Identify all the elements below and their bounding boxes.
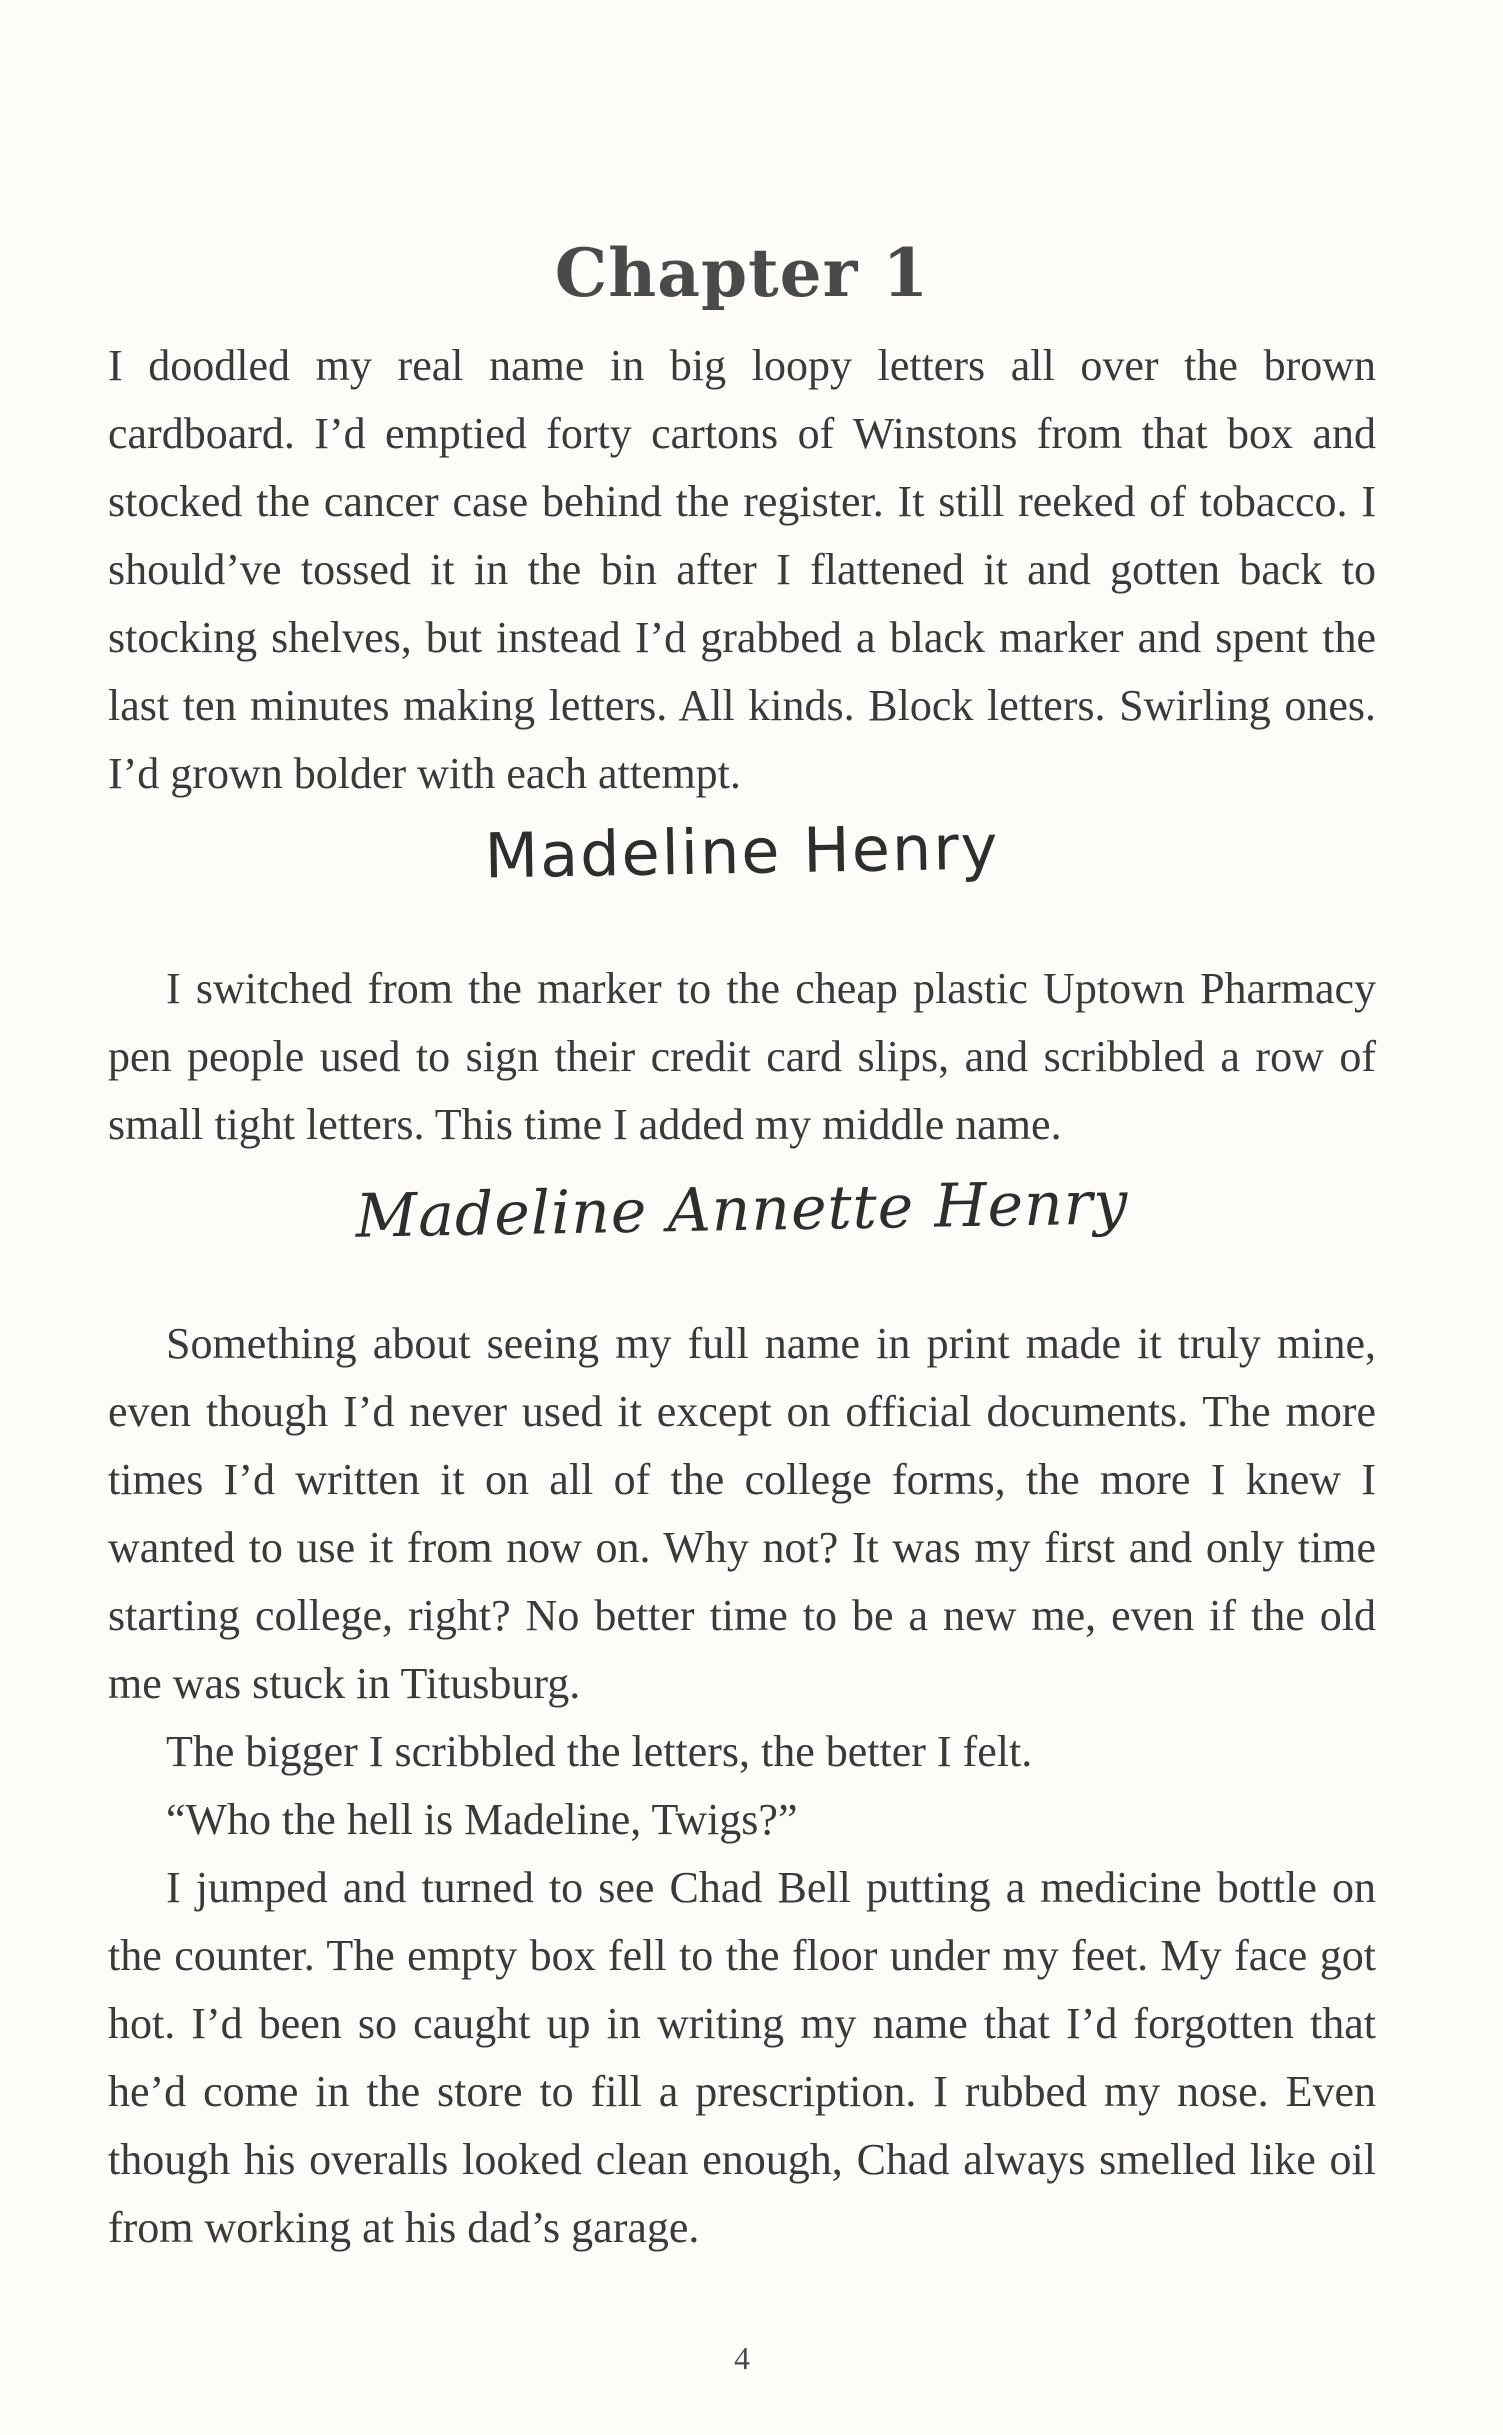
book-page xyxy=(108,0,1376,2435)
paragraph-2: I switched from the marker to the cheap plastic Uptown Pharmacy pen people used to sign their credit card slips, and scribbled a row of small tight letters. This time I added my middle name. xyxy=(108,964,1376,1149)
handwritten-signature-short: Madeline Henry xyxy=(483,810,1001,893)
paragraph-4: The bigger I scribbled the letters, the better I felt. xyxy=(166,1727,1033,1776)
paragraph-6: I jumped and turned to see Chad Bell putting a medicine bottle on the counter. The empty box fell to the floor under my feet. My face got hot. I’d been so caught up in writing my name that I’d forgotten that he’d come in the store to fill a prescription. I rubbed my nose. Even though his overalls looked clean enough, Chad always smelled like oil from working at his dad’s garage. xyxy=(108,1863,1376,2252)
handwritten-signature-full: Madeline Annette Henry xyxy=(355,1168,1129,1252)
chapter-title: Chapter 1 xyxy=(554,234,930,313)
paragraph-1: I doodled my real name in big loopy letters all over the brown cardboard. I’d emptied forty cartons of Winstons from that box and stocked the cancer case behind the register. It still reeked of tobacco. I should’ve tossed it in the bin after I flattened it and gotten back to stocking shelves, but instead I’d grabbed a black marker and spent the last ten minutes making letters. All kinds. Block letters. Swirling ones. I’d grown bolder with each attempt. xyxy=(108,341,1376,798)
paragraph-3: Something about seeing my full name in print made it truly mine, even though I’d never used it except on official documents. The more times I’d written it on all of the college forms, the more I knew I wanted to use it from now on. Why not? It was my first and only time starting college, right? No better time to be a new me, even if the old me was stuck in Titusburg. xyxy=(108,1319,1376,1708)
paragraph-5: “Who the hell is Madeline, Twigs?” xyxy=(166,1795,798,1844)
page-number: 4 xyxy=(734,2340,750,2376)
